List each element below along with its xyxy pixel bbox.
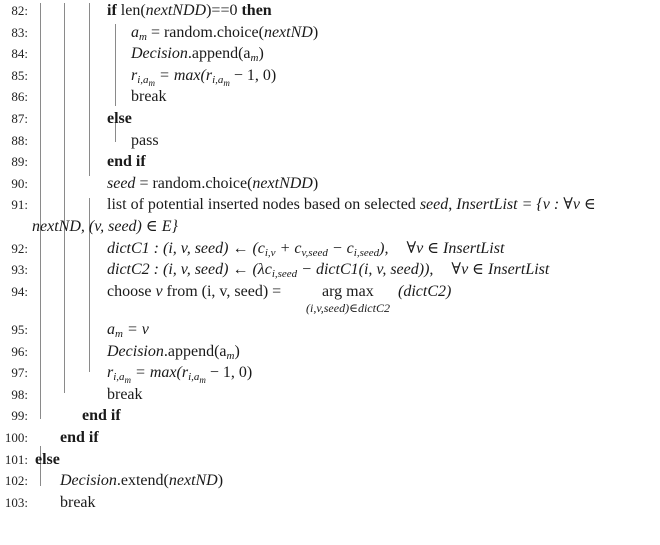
var: seed bbox=[419, 196, 449, 214]
var: nextNDD bbox=[252, 174, 313, 192]
line-number: 83: bbox=[11, 24, 28, 40]
var: seed bbox=[107, 174, 136, 192]
text: from (i, v, seed) = bbox=[162, 282, 282, 300]
subscript: i,v bbox=[264, 246, 276, 259]
statement-pass: pass bbox=[131, 131, 159, 149]
line-number: 82: bbox=[11, 3, 28, 18]
line-number: 99: bbox=[11, 408, 28, 424]
line-102 bbox=[0, 470, 660, 491]
statement-break: break bbox=[60, 493, 96, 511]
text: = random.choice( bbox=[146, 23, 264, 41]
subscript: m bbox=[199, 375, 206, 386]
text: , bbox=[448, 196, 457, 214]
line-83 bbox=[0, 22, 660, 43]
text: : (i, v, seed) ← (λc bbox=[149, 261, 272, 279]
keyword-if: if bbox=[107, 2, 117, 19]
var: dictC1 bbox=[107, 239, 150, 257]
var: r bbox=[131, 66, 138, 84]
keyword-else: else bbox=[35, 450, 60, 468]
line-number: 87: bbox=[11, 111, 28, 126]
keyword-end-if: end if bbox=[60, 429, 99, 446]
var: r bbox=[107, 364, 114, 382]
text: choose bbox=[107, 282, 156, 300]
var: a bbox=[107, 321, 115, 338]
line-92: 92: dictC1 : (i, v, seed) ← $(c_{i,v} + c_{v,seed} - c_{i,seed})$, ∀v ∈ InsertList bbox=[0, 238, 660, 259]
line-number: 100: bbox=[4, 430, 28, 445]
text: = v bbox=[122, 321, 149, 338]
text: : (i, v, seed) ← (c bbox=[149, 239, 265, 257]
keyword-then: then bbox=[241, 2, 272, 19]
line-97 bbox=[0, 362, 660, 386]
line-number: 84: bbox=[11, 46, 28, 62]
var: Decision bbox=[107, 342, 164, 360]
var: nextNDD bbox=[145, 2, 207, 19]
keyword-end-if: end if bbox=[82, 407, 121, 425]
var: Decision bbox=[131, 45, 188, 63]
text: = max(r bbox=[155, 66, 213, 84]
text: .extend( bbox=[116, 472, 169, 490]
var: nextND bbox=[168, 472, 218, 490]
line-number: 88: bbox=[11, 132, 28, 148]
line-99 bbox=[0, 405, 660, 426]
var: dictC2 bbox=[107, 261, 150, 279]
line-82 bbox=[0, 0, 660, 21]
subscript: m bbox=[139, 30, 147, 43]
statement-break: break bbox=[107, 385, 143, 403]
text: list of potential inserted nodes based on selected bbox=[107, 196, 420, 214]
argmax-subscript: (i,v,seed)∈dictC2 bbox=[306, 300, 390, 315]
line-103 bbox=[0, 492, 660, 513]
subscript: i,a bbox=[188, 371, 200, 384]
line-101 bbox=[0, 449, 660, 470]
line-98 bbox=[0, 384, 660, 405]
line-number: 96: bbox=[11, 343, 28, 359]
line-84 bbox=[0, 43, 660, 64]
line-number: 85: bbox=[11, 67, 28, 83]
text: = {v : ∀v ∈ bbox=[517, 196, 596, 214]
line-number: 95: bbox=[11, 322, 28, 337]
text: len( bbox=[116, 2, 146, 19]
line-number: 93: bbox=[11, 262, 28, 278]
text: ) bbox=[258, 45, 264, 63]
line-number: 92: bbox=[11, 240, 28, 256]
text: .append(a bbox=[187, 45, 251, 63]
line-number: 97: bbox=[11, 365, 28, 381]
keyword-else: else bbox=[107, 110, 132, 127]
subscript: m bbox=[250, 52, 259, 65]
statement-break: break bbox=[131, 88, 167, 106]
text: − 1, 0) bbox=[205, 364, 253, 382]
subscript: m bbox=[124, 375, 132, 386]
subscript: m bbox=[148, 77, 156, 88]
line-number: 91: bbox=[11, 197, 28, 213]
line-88 bbox=[0, 130, 660, 151]
subscript: m bbox=[115, 328, 123, 340]
text: ∀v ∈ InsertList bbox=[406, 239, 505, 257]
text: )==0 bbox=[206, 2, 242, 19]
subscript: i,a bbox=[113, 371, 125, 384]
line-94 bbox=[0, 281, 660, 317]
text: − 1, 0) bbox=[229, 66, 277, 84]
text: .append(a bbox=[163, 342, 227, 360]
text: ) bbox=[312, 23, 319, 41]
line-90 bbox=[0, 173, 660, 194]
line-number: 98: bbox=[11, 386, 28, 402]
keyword-end-if: end if bbox=[107, 153, 146, 171]
line-85 bbox=[0, 65, 660, 86]
subscript: i,a bbox=[137, 73, 149, 86]
text: ) bbox=[312, 174, 319, 192]
line-91-continued bbox=[0, 216, 660, 237]
line-100 bbox=[0, 427, 660, 448]
text: = max(r bbox=[131, 364, 189, 382]
text: (dictC2) bbox=[398, 282, 452, 300]
var: v bbox=[155, 282, 163, 300]
line-93: 93: dictC2 : (i, v, seed) ← ($\lambda c_{i,seed}$ − dictC1(i, v, seed)), ∀v ∈ InsertList bbox=[0, 259, 660, 280]
text: = random.choice( bbox=[135, 174, 253, 192]
line-number: 89: bbox=[11, 154, 28, 170]
text: ) bbox=[234, 342, 240, 360]
var: Decision bbox=[60, 472, 117, 490]
var: nextND bbox=[263, 23, 313, 41]
line-number: 94: bbox=[11, 283, 28, 299]
line-95 bbox=[0, 319, 660, 340]
text: ∀v ∈ InsertList bbox=[451, 261, 550, 279]
text: nextND, (v, seed) ∈ E} bbox=[32, 218, 178, 235]
subscript: i,a bbox=[212, 73, 224, 86]
line-number: 86: bbox=[11, 89, 28, 105]
line-91 bbox=[0, 194, 660, 215]
line-number: 102: bbox=[4, 473, 28, 489]
line-number: 103: bbox=[4, 494, 28, 510]
line-89 bbox=[0, 151, 660, 172]
line-number: 90: bbox=[11, 175, 28, 191]
subscript: m bbox=[223, 77, 230, 88]
line-86 bbox=[0, 86, 660, 107]
var: a bbox=[131, 23, 139, 41]
line-96 bbox=[0, 341, 660, 362]
argmax-operator: arg max bbox=[322, 282, 374, 300]
line-87 bbox=[0, 108, 660, 129]
line-number: 101: bbox=[4, 451, 28, 467]
subscript: m bbox=[226, 349, 235, 362]
var: InsertList bbox=[456, 196, 518, 214]
text: ) bbox=[217, 472, 224, 490]
